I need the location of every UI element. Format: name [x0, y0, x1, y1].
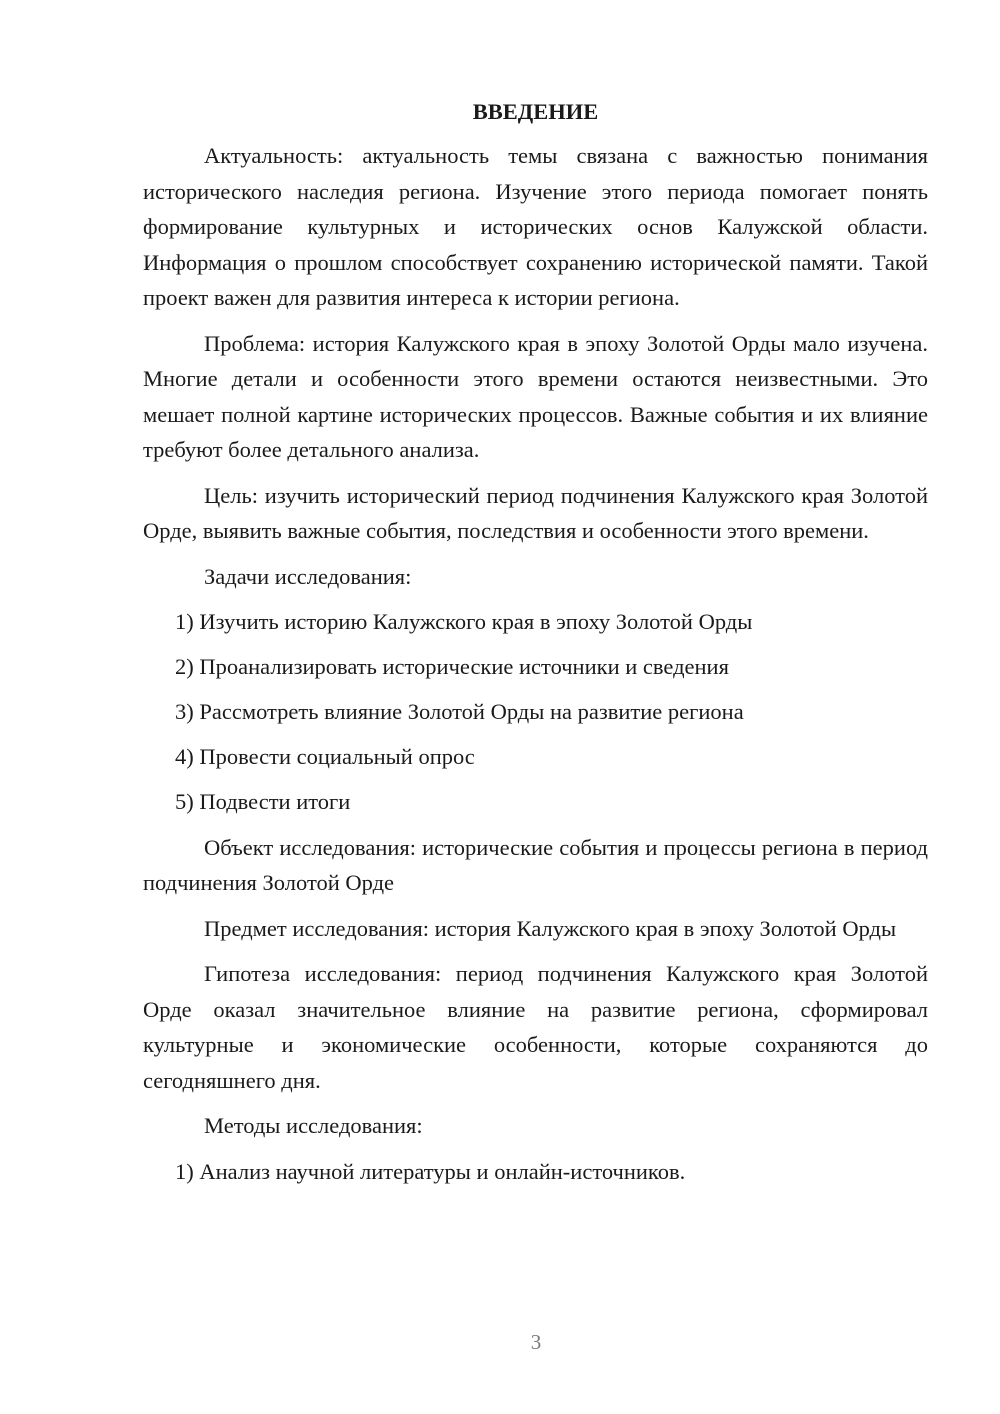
- section-title: ВВЕДЕНИЕ: [472, 99, 599, 124]
- page-content: [143, 94, 928, 1199]
- methods-heading: Методы исследования:: [204, 1113, 423, 1138]
- paragraph-goal: Цель: изучить исторический период подчинения Калужского края Золотой Орде, выявить важные события, последствия и особенности этого времени.: [143, 482, 928, 543]
- paragraph-object: Объект исследования: исторические события и процессы региона в период подчинения Золотой Орде: [143, 834, 928, 895]
- paragraph-problem: Проблема: история Калужского края в эпоху Золотой Орды мало изучена. Многие детали и особенности этого времени остаются неизвестными. Это мешает полной картине исторических процессов. Важные события и их влияние требуют более детального анализа.: [143, 330, 928, 462]
- paragraph-relevance: Актуальность: актуальность темы связана с важностью понимания исторического наследия региона. Изучение этого периода помогает понять формирование культурных и исторических основ Калужской области. Информация о прошлом способствует сохранению исторической памяти. Такой проект важен для развития интереса к истории региона.: [143, 143, 928, 310]
- paragraph-hypothesis: Гипотеза исследования: период подчинения Калужского края Золотой Орде оказал значительное влияние на развитие региона, сформировал культурные и экономические особенности, которые сохраняются до сегодняшнего дня.: [143, 961, 928, 1093]
- methods-list: [143, 1154, 928, 1190]
- list-item: 5) Подвести итоги: [175, 789, 351, 814]
- list-item: 3) Рассмотреть влияние Золотой Орды на развитие региона: [175, 699, 744, 724]
- tasks-list: [143, 604, 928, 820]
- list-item: 1) Изучить историю Калужского края в эпоху Золотой Орды: [175, 609, 753, 634]
- list-item: 2) Проанализировать исторические источники и сведения: [175, 654, 729, 679]
- page-number: 3: [530, 1330, 542, 1354]
- list-item: 1) Анализ научной литературы и онлайн-источников.: [175, 1158, 686, 1184]
- list-item: 4) Провести социальный опрос: [175, 744, 475, 769]
- tasks-heading: Задачи исследования:: [204, 563, 412, 589]
- paragraph-subject: Предмет исследования: история Калужского края в эпоху Золотой Орды: [204, 915, 897, 941]
